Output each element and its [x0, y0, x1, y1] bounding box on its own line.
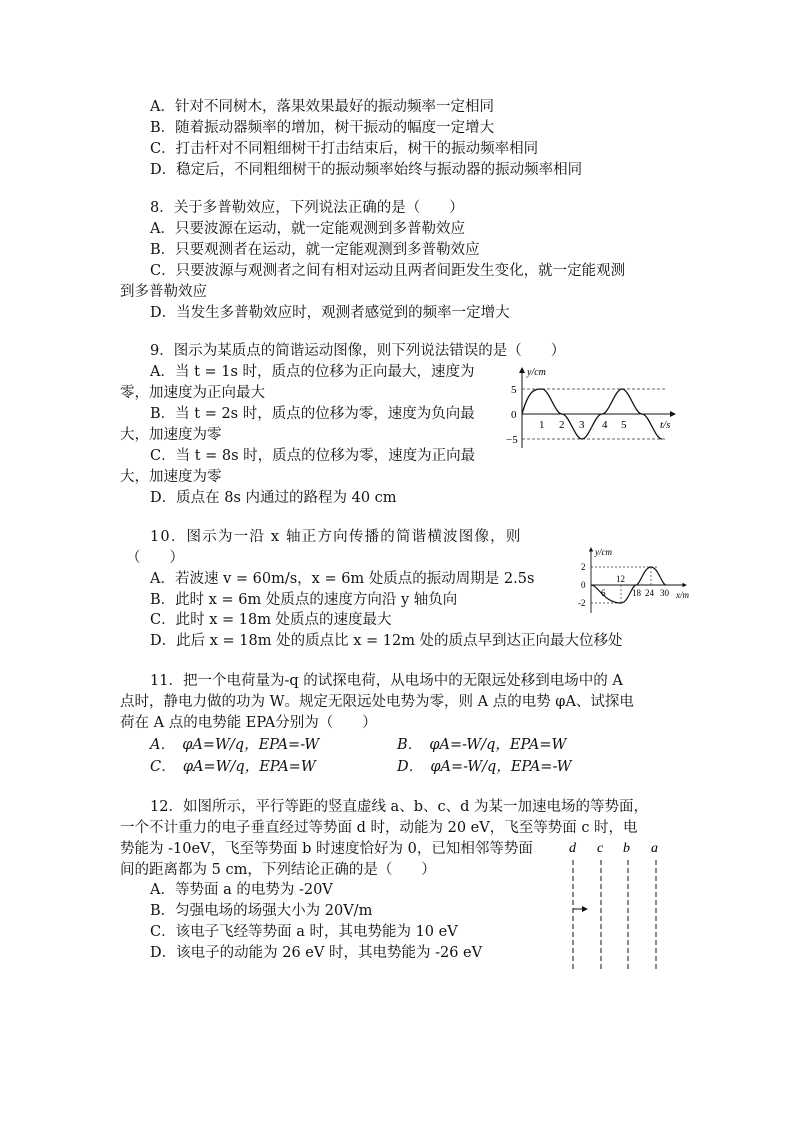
q7-option-c: C．打击杆对不同粗细树干打击结束后，树干的振动频率相同	[150, 141, 539, 157]
q9-option-a-line1: A．当 t = 1s 时，质点的位移为正向最大，速度为	[150, 364, 475, 380]
q9-ylabel: y/cm	[527, 367, 546, 378]
q10-y-zero: 0	[581, 580, 586, 590]
q11-option-a: A． φA=W/q，EPA=-W	[150, 737, 320, 753]
q10-x-tick-30: 30	[660, 588, 669, 598]
q12-stem-line1: 12．如图所示，平行等距的竖直虚线 a、b、c、d 为某一加速电场的等势面，	[150, 799, 648, 815]
q9-y-pos: 5	[511, 384, 517, 396]
q9-option-c-line1: C．当 t = 8s 时，质点的位移为零，速度为正向最	[150, 448, 476, 464]
q9-x-tick-4: 4	[602, 419, 608, 431]
q8-option-c-line1: C．只要波源与观测者之间有相对运动且两者间距发生变化，就一定能观测	[150, 263, 626, 279]
q10-wave-graph	[576, 545, 696, 615]
q12-label-c: c	[597, 841, 604, 856]
q9-y-zero: 0	[511, 409, 517, 421]
q8-option-d: D．当发生多普勒效应时，观测者感觉到的频率一定增大	[150, 305, 510, 321]
q11-stem-line3: 荷在 A 点的电势能 EPA分别为（ ）	[120, 715, 377, 731]
q10-option-d: D．此后 x = 18m 处的质点比 x = 12m 处的质点早到达正向最大位移处	[150, 633, 623, 649]
q7-option-a: A．针对不同树木，落果效果最好的振动频率一定相同	[150, 99, 494, 115]
q9-x-tick-5: 5	[621, 419, 627, 431]
q10-ylabel: y/cm	[595, 547, 612, 557]
q10-x-tick-18: 18	[632, 588, 641, 598]
q8-stem: 8．关于多普勒效应，下列说法正确的是（ ）	[150, 200, 464, 216]
q9-option-a-line2: 零，加速度为正向最大	[120, 385, 265, 401]
q12-label-a: a	[651, 841, 658, 856]
q8-option-b: B．只要观测者在运动，就一定能观测到多普勒效应	[150, 242, 480, 258]
q9-xlabel: t/s	[660, 419, 671, 431]
q10-option-b: B．此时 x = 6m 处质点的速度方向沿 y 轴负向	[150, 592, 458, 608]
q12-stem-line3: 势能为 -10eV，飞至等势面 b 时速度恰好为 0，已知相邻等势面	[120, 841, 533, 857]
q7-option-b: B．随着振动器频率的增加，树干振动的幅度一定增大	[150, 120, 495, 136]
q10-x-tick-6: 6	[601, 588, 606, 598]
q8-option-c-line2: 到多普勒效应	[120, 284, 207, 300]
q12-equipotential-diagram	[555, 838, 675, 972]
q10-y-pos: 2	[581, 562, 586, 572]
q9-option-b-line2: 大，加速度为零	[120, 427, 222, 443]
q9-option-d: D．质点在 8s 内通过的路程为 40 cm	[150, 490, 397, 506]
q9-x-tick-3: 3	[579, 419, 585, 431]
q11-stem-line2: 点时，静电力做的功为 W。规定无限远处电势为零，则 A 点的电势 φA、试探电	[120, 694, 634, 710]
q11-option-c: C． φA=W/q，EPA=W	[150, 759, 316, 775]
q10-option-c: C．此时 x = 18m 处质点的速度最大	[150, 612, 392, 628]
q11-stem-line1: 11．把一个电荷量为-q 的试探电荷，从电场中的无限远处移到电场中的 A	[150, 673, 623, 689]
q12-stem-line4: 间的距离都为 5 cm，下列结论正确的是（ ）	[120, 862, 436, 878]
q12-option-b: B．匀强电场的场强大小为 20V/m	[150, 903, 373, 919]
q9-y-neg: −5	[506, 434, 518, 446]
q12-label-d: d	[569, 841, 576, 856]
q7-option-d: D．稳定后，不同粗细树干的振动频率始终与振动器的振动频率相同	[150, 162, 583, 178]
q10-stem-line1: 10．图示为一沿 x 轴正方向传播的简谐横波图像，则	[150, 529, 522, 545]
q11-option-d: D． φA=-W/q，EPA=-W	[397, 759, 572, 775]
q12-label-b: b	[623, 841, 630, 856]
q9-stem: 9．图示为某质点的简谐运动图像，则下列说法错误的是（ ）	[150, 343, 566, 359]
q12-option-c: C．该电子飞经等势面 a 时，其电势能为 10 eV	[150, 924, 458, 940]
q10-y-neg: -2	[578, 598, 586, 608]
q10-xlabel: x/m	[676, 590, 689, 600]
q9-option-b-line1: B．当 t = 2s 时，质点的位移为零，速度为负向最	[150, 406, 475, 422]
q12-option-d: D．该电子的动能为 26 eV 时，其电势能为 -26 eV	[150, 945, 483, 961]
q10-option-a: A．若波速 v = 60m/s，x = 6m 处质点的振动周期是 2.5s	[150, 571, 535, 587]
q11-option-b: B． φA=-W/q，EPA=W	[397, 737, 567, 753]
q9-option-c-line2: 大，加速度为零	[120, 469, 222, 485]
q9-displacement-graph	[505, 362, 685, 452]
q10-stem-line2: （ ）	[126, 550, 184, 566]
q9-x-tick-1: 1	[539, 419, 545, 431]
q10-x-tick-12: 12	[616, 574, 625, 584]
q9-x-tick-2: 2	[559, 419, 565, 431]
q8-option-a: A．只要波源在运动，就一定能观测到多普勒效应	[150, 221, 465, 237]
q12-stem-line2: 一个不计重力的电子垂直经过等势面 d 时，动能为 20 eV，飞至等势面 c 时，电	[120, 820, 638, 836]
q10-x-tick-24: 24	[645, 588, 654, 598]
q12-option-a: A．等势面 a 的电势为 -20V	[150, 882, 333, 898]
